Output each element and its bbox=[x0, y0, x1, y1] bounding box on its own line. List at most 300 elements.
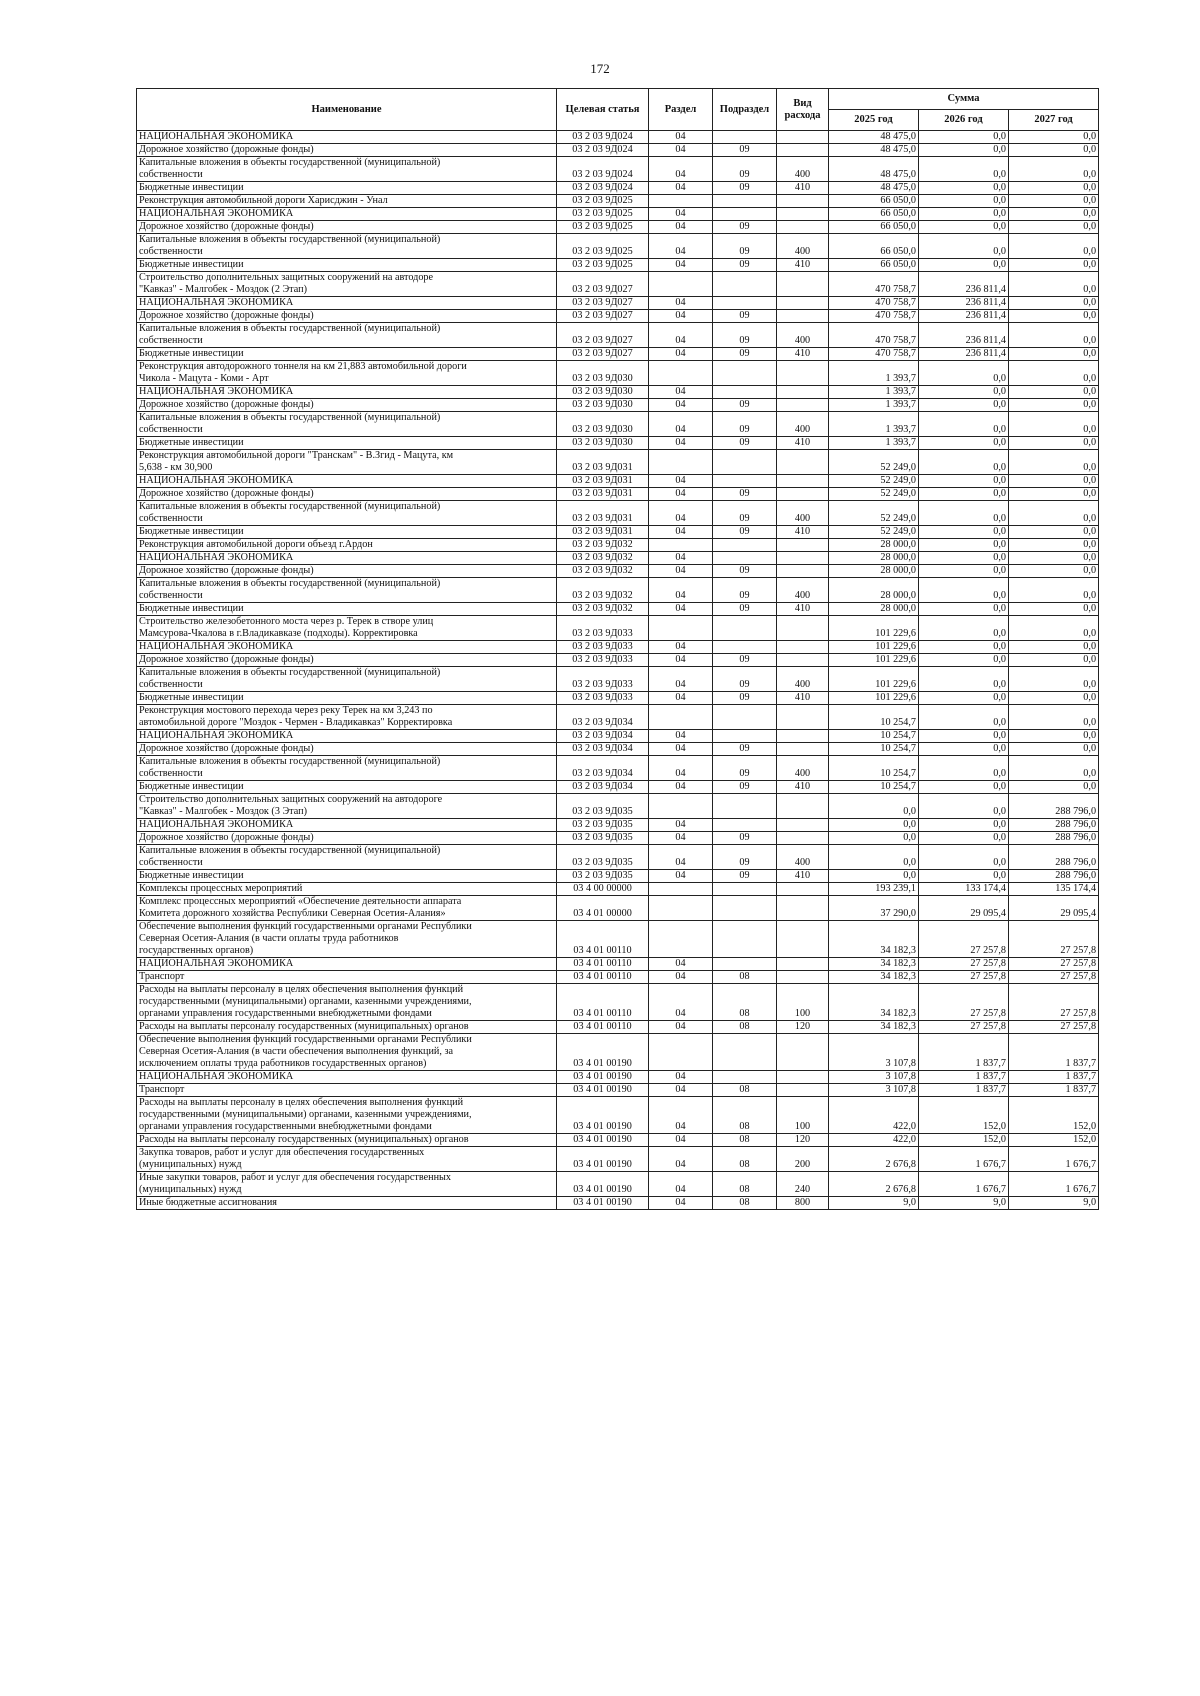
row-name: Расходы на выплаты персоналу в целях обеспечения выполнения функций государственными (муниципальными) органами, казенными учреждениями, органами управления государственными внебюджетными фондами bbox=[137, 1097, 557, 1134]
table-row bbox=[137, 654, 1099, 667]
row-target-code: 03 4 01 00110 bbox=[557, 958, 649, 971]
row-expense-type: 410 bbox=[777, 692, 829, 705]
row-amount-2025: 101 229,6 bbox=[829, 667, 919, 692]
row-target-code: 03 4 01 00190 bbox=[557, 1097, 649, 1134]
row-amount-2026: 0,0 bbox=[919, 654, 1009, 667]
row-section: 04 bbox=[649, 475, 713, 488]
row-name: Комплекс процессных мероприятий «Обеспечение деятельности аппарата Комитета дорожного хозяйства Республики Северная Осетия-Алания» bbox=[137, 896, 557, 921]
table-row bbox=[137, 667, 1099, 692]
row-subsection bbox=[713, 131, 777, 144]
row-expense-type: 400 bbox=[777, 412, 829, 437]
row-section: 04 bbox=[649, 565, 713, 578]
row-subsection bbox=[713, 896, 777, 921]
row-amount-2026: 152,0 bbox=[919, 1134, 1009, 1147]
row-section: 04 bbox=[649, 157, 713, 182]
row-expense-type bbox=[777, 475, 829, 488]
row-amount-2025: 34 182,3 bbox=[829, 984, 919, 1021]
row-amount-2027: 0,0 bbox=[1009, 654, 1099, 667]
row-amount-2026: 0,0 bbox=[919, 641, 1009, 654]
row-amount-2025: 1 393,7 bbox=[829, 437, 919, 450]
table-row bbox=[137, 984, 1099, 1021]
table-row bbox=[137, 195, 1099, 208]
row-amount-2027: 0,0 bbox=[1009, 182, 1099, 195]
row-expense-type bbox=[777, 921, 829, 958]
row-amount-2027: 1 676,7 bbox=[1009, 1147, 1099, 1172]
row-target-code: 03 4 01 00110 bbox=[557, 1021, 649, 1034]
row-amount-2025: 10 254,7 bbox=[829, 730, 919, 743]
row-expense-type: 200 bbox=[777, 1147, 829, 1172]
table-row bbox=[137, 565, 1099, 578]
row-amount-2027: 0,0 bbox=[1009, 730, 1099, 743]
row-amount-2026: 0,0 bbox=[919, 221, 1009, 234]
row-expense-type bbox=[777, 641, 829, 654]
row-section bbox=[649, 450, 713, 475]
table-row bbox=[137, 578, 1099, 603]
table-row bbox=[137, 756, 1099, 781]
row-amount-2025: 3 107,8 bbox=[829, 1084, 919, 1097]
row-name: Реконструкция автомобильной дороги объезд г.Ардон bbox=[137, 539, 557, 552]
row-section: 04 bbox=[649, 208, 713, 221]
row-subsection: 08 bbox=[713, 1147, 777, 1172]
row-amount-2026: 27 257,8 bbox=[919, 958, 1009, 971]
row-name: Капитальные вложения в объекты государственной (муниципальной) собственности bbox=[137, 501, 557, 526]
row-amount-2026: 27 257,8 bbox=[919, 984, 1009, 1021]
row-subsection bbox=[713, 705, 777, 730]
row-subsection: 09 bbox=[713, 565, 777, 578]
table-row bbox=[137, 552, 1099, 565]
row-target-code: 03 2 03 9Д031 bbox=[557, 488, 649, 501]
row-section bbox=[649, 539, 713, 552]
row-target-code: 03 2 03 9Д024 bbox=[557, 144, 649, 157]
row-amount-2027: 0,0 bbox=[1009, 157, 1099, 182]
table-row bbox=[137, 781, 1099, 794]
row-section: 04 bbox=[649, 234, 713, 259]
row-section: 04 bbox=[649, 221, 713, 234]
row-amount-2027: 0,0 bbox=[1009, 144, 1099, 157]
row-target-code: 03 2 03 9Д033 bbox=[557, 667, 649, 692]
row-subsection: 09 bbox=[713, 144, 777, 157]
row-amount-2027: 1 676,7 bbox=[1009, 1172, 1099, 1197]
row-amount-2026: 0,0 bbox=[919, 845, 1009, 870]
row-name: Бюджетные инвестиции bbox=[137, 781, 557, 794]
table-row bbox=[137, 1021, 1099, 1034]
row-amount-2025: 2 676,8 bbox=[829, 1147, 919, 1172]
table-row bbox=[137, 399, 1099, 412]
table-row bbox=[137, 221, 1099, 234]
row-amount-2026: 0,0 bbox=[919, 131, 1009, 144]
row-amount-2027: 0,0 bbox=[1009, 692, 1099, 705]
row-target-code: 03 2 03 9Д032 bbox=[557, 603, 649, 616]
table-row bbox=[137, 501, 1099, 526]
table-row bbox=[137, 131, 1099, 144]
table-row bbox=[137, 743, 1099, 756]
row-section bbox=[649, 794, 713, 819]
row-expense-type: 410 bbox=[777, 603, 829, 616]
row-amount-2027: 27 257,8 bbox=[1009, 921, 1099, 958]
row-subsection bbox=[713, 1034, 777, 1071]
row-amount-2025: 48 475,0 bbox=[829, 182, 919, 195]
row-amount-2026: 0,0 bbox=[919, 412, 1009, 437]
row-amount-2025: 470 758,7 bbox=[829, 310, 919, 323]
row-expense-type bbox=[777, 131, 829, 144]
row-subsection bbox=[713, 883, 777, 896]
row-section: 04 bbox=[649, 1071, 713, 1084]
row-name: Дорожное хозяйство (дорожные фонды) bbox=[137, 399, 557, 412]
row-subsection: 08 bbox=[713, 1084, 777, 1097]
row-target-code: 03 2 03 9Д034 bbox=[557, 705, 649, 730]
row-name: Обеспечение выполнения функций государственными органами Республики Северная Осетия-Алания (в части обеспечения выполнения функций, за исключением оплаты труда работников государственных органов) bbox=[137, 1034, 557, 1071]
table-row bbox=[137, 1197, 1099, 1210]
row-name: Бюджетные инвестиции bbox=[137, 526, 557, 539]
row-expense-type: 400 bbox=[777, 157, 829, 182]
row-amount-2025: 34 182,3 bbox=[829, 958, 919, 971]
row-amount-2025: 1 393,7 bbox=[829, 361, 919, 386]
row-name: Расходы на выплаты персоналу государственных (муниципальных) органов bbox=[137, 1134, 557, 1147]
table-row bbox=[137, 144, 1099, 157]
row-amount-2026: 1 837,7 bbox=[919, 1071, 1009, 1084]
row-amount-2025: 52 249,0 bbox=[829, 475, 919, 488]
row-subsection: 09 bbox=[713, 348, 777, 361]
row-amount-2027: 0,0 bbox=[1009, 641, 1099, 654]
row-target-code: 03 2 03 9Д031 bbox=[557, 501, 649, 526]
row-section: 04 bbox=[649, 578, 713, 603]
row-amount-2027: 0,0 bbox=[1009, 297, 1099, 310]
row-amount-2027: 0,0 bbox=[1009, 756, 1099, 781]
row-subsection: 08 bbox=[713, 971, 777, 984]
row-expense-type bbox=[777, 565, 829, 578]
row-target-code: 03 4 01 00190 bbox=[557, 1147, 649, 1172]
row-subsection: 09 bbox=[713, 756, 777, 781]
row-expense-type: 400 bbox=[777, 501, 829, 526]
row-amount-2026: 0,0 bbox=[919, 501, 1009, 526]
row-amount-2026: 0,0 bbox=[919, 195, 1009, 208]
table-row bbox=[137, 870, 1099, 883]
row-subsection bbox=[713, 730, 777, 743]
row-target-code: 03 2 03 9Д034 bbox=[557, 743, 649, 756]
row-section: 04 bbox=[649, 437, 713, 450]
row-target-code: 03 2 03 9Д033 bbox=[557, 616, 649, 641]
row-amount-2025: 422,0 bbox=[829, 1134, 919, 1147]
row-name: Дорожное хозяйство (дорожные фонды) bbox=[137, 743, 557, 756]
row-amount-2026: 0,0 bbox=[919, 616, 1009, 641]
row-section: 04 bbox=[649, 667, 713, 692]
row-amount-2025: 34 182,3 bbox=[829, 921, 919, 958]
row-name: НАЦИОНАЛЬНАЯ ЭКОНОМИКА bbox=[137, 386, 557, 399]
row-target-code: 03 2 03 9Д035 bbox=[557, 845, 649, 870]
row-amount-2025: 0,0 bbox=[829, 832, 919, 845]
table-row bbox=[137, 386, 1099, 399]
row-expense-type: 400 bbox=[777, 756, 829, 781]
row-target-code: 03 2 03 9Д027 bbox=[557, 272, 649, 297]
row-subsection: 09 bbox=[713, 157, 777, 182]
row-expense-type bbox=[777, 971, 829, 984]
table-row bbox=[137, 1172, 1099, 1197]
row-amount-2026: 133 174,4 bbox=[919, 883, 1009, 896]
row-subsection: 09 bbox=[713, 234, 777, 259]
row-subsection: 09 bbox=[713, 845, 777, 870]
row-subsection bbox=[713, 208, 777, 221]
row-target-code: 03 2 03 9Д025 bbox=[557, 259, 649, 272]
row-target-code: 03 2 03 9Д031 bbox=[557, 475, 649, 488]
row-target-code: 03 2 03 9Д027 bbox=[557, 297, 649, 310]
row-section: 04 bbox=[649, 692, 713, 705]
row-amount-2026: 1 676,7 bbox=[919, 1172, 1009, 1197]
row-target-code: 03 2 03 9Д035 bbox=[557, 794, 649, 819]
row-target-code: 03 2 03 9Д027 bbox=[557, 323, 649, 348]
row-target-code: 03 4 01 00110 bbox=[557, 971, 649, 984]
row-amount-2026: 0,0 bbox=[919, 399, 1009, 412]
row-subsection: 08 bbox=[713, 984, 777, 1021]
row-subsection bbox=[713, 552, 777, 565]
row-subsection bbox=[713, 1071, 777, 1084]
row-name: НАЦИОНАЛЬНАЯ ЭКОНОМИКА bbox=[137, 475, 557, 488]
row-subsection: 09 bbox=[713, 437, 777, 450]
row-target-code: 03 2 03 9Д034 bbox=[557, 730, 649, 743]
row-amount-2026: 0,0 bbox=[919, 730, 1009, 743]
row-subsection bbox=[713, 475, 777, 488]
row-amount-2026: 0,0 bbox=[919, 437, 1009, 450]
row-section: 04 bbox=[649, 526, 713, 539]
row-amount-2025: 0,0 bbox=[829, 845, 919, 870]
row-amount-2027: 0,0 bbox=[1009, 552, 1099, 565]
table-row bbox=[137, 832, 1099, 845]
row-expense-type bbox=[777, 488, 829, 501]
table-row bbox=[137, 310, 1099, 323]
row-subsection: 08 bbox=[713, 1134, 777, 1147]
row-amount-2025: 2 676,8 bbox=[829, 1172, 919, 1197]
row-name: Реконструкция автомобильной дороги Харисджин - Унал bbox=[137, 195, 557, 208]
row-expense-type bbox=[777, 705, 829, 730]
row-section: 04 bbox=[649, 552, 713, 565]
row-amount-2025: 66 050,0 bbox=[829, 234, 919, 259]
row-expense-type bbox=[777, 896, 829, 921]
row-target-code: 03 2 03 9Д035 bbox=[557, 832, 649, 845]
row-amount-2027: 9,0 bbox=[1009, 1197, 1099, 1210]
row-name: Строительство железобетонного моста через р. Терек в створе улиц Мамсурова-Чкалова в г.Владикавказе (подходы). Корректировка bbox=[137, 616, 557, 641]
row-amount-2025: 0,0 bbox=[829, 794, 919, 819]
row-section: 04 bbox=[649, 832, 713, 845]
row-target-code: 03 4 01 00190 bbox=[557, 1084, 649, 1097]
row-expense-type: 120 bbox=[777, 1134, 829, 1147]
table-row bbox=[137, 845, 1099, 870]
row-amount-2025: 52 249,0 bbox=[829, 450, 919, 475]
row-amount-2027: 0,0 bbox=[1009, 565, 1099, 578]
row-subsection: 08 bbox=[713, 1097, 777, 1134]
row-expense-type bbox=[777, 794, 829, 819]
table-row bbox=[137, 1071, 1099, 1084]
header-name: Наименование bbox=[137, 89, 557, 131]
row-section bbox=[649, 361, 713, 386]
row-expense-type: 410 bbox=[777, 259, 829, 272]
row-amount-2027: 152,0 bbox=[1009, 1134, 1099, 1147]
row-target-code: 03 4 01 00190 bbox=[557, 1071, 649, 1084]
row-target-code: 03 2 03 9Д027 bbox=[557, 348, 649, 361]
row-section: 04 bbox=[649, 971, 713, 984]
row-name: Расходы на выплаты персоналу государственных (муниципальных) органов bbox=[137, 1021, 557, 1034]
row-name: Строительство дополнительных защитных сооружений на автодоре "Кавказ" - Малгобек - Моздок (2 Этап) bbox=[137, 272, 557, 297]
row-name: Реконструкция автодорожного тоннеля на км 21,883 автомобильной дороги Чикола - Мацута - Коми - Арт bbox=[137, 361, 557, 386]
table-row bbox=[137, 603, 1099, 616]
row-expense-type bbox=[777, 208, 829, 221]
table-row bbox=[137, 1147, 1099, 1172]
row-target-code: 03 4 01 00110 bbox=[557, 921, 649, 958]
table-row bbox=[137, 361, 1099, 386]
row-target-code: 03 4 01 00190 bbox=[557, 1034, 649, 1071]
row-amount-2026: 0,0 bbox=[919, 705, 1009, 730]
table-row bbox=[137, 705, 1099, 730]
row-name: Закупка товаров, работ и услуг для обеспечения государственных (муниципальных) нужд bbox=[137, 1147, 557, 1172]
row-subsection: 09 bbox=[713, 310, 777, 323]
row-subsection bbox=[713, 616, 777, 641]
row-amount-2025: 28 000,0 bbox=[829, 539, 919, 552]
row-amount-2027: 0,0 bbox=[1009, 539, 1099, 552]
row-amount-2026: 0,0 bbox=[919, 781, 1009, 794]
row-target-code: 03 2 03 9Д034 bbox=[557, 781, 649, 794]
row-subsection: 09 bbox=[713, 743, 777, 756]
row-amount-2026: 0,0 bbox=[919, 870, 1009, 883]
row-subsection bbox=[713, 297, 777, 310]
row-section: 04 bbox=[649, 870, 713, 883]
row-amount-2027: 0,0 bbox=[1009, 386, 1099, 399]
row-section: 04 bbox=[649, 310, 713, 323]
row-target-code: 03 4 01 00110 bbox=[557, 984, 649, 1021]
row-amount-2026: 236 811,4 bbox=[919, 348, 1009, 361]
row-expense-type bbox=[777, 297, 829, 310]
row-name: Дорожное хозяйство (дорожные фонды) bbox=[137, 832, 557, 845]
row-section: 04 bbox=[649, 603, 713, 616]
row-subsection bbox=[713, 921, 777, 958]
row-name: Дорожное хозяйство (дорожные фонды) bbox=[137, 654, 557, 667]
row-section: 04 bbox=[649, 845, 713, 870]
row-expense-type bbox=[777, 958, 829, 971]
row-amount-2025: 470 758,7 bbox=[829, 348, 919, 361]
row-section: 04 bbox=[649, 781, 713, 794]
row-expense-type: 410 bbox=[777, 870, 829, 883]
row-amount-2027: 288 796,0 bbox=[1009, 819, 1099, 832]
row-expense-type: 410 bbox=[777, 781, 829, 794]
row-name: НАЦИОНАЛЬНАЯ ЭКОНОМИКА bbox=[137, 730, 557, 743]
row-amount-2025: 1 393,7 bbox=[829, 412, 919, 437]
row-amount-2027: 0,0 bbox=[1009, 412, 1099, 437]
row-expense-type bbox=[777, 743, 829, 756]
row-amount-2027: 1 837,7 bbox=[1009, 1084, 1099, 1097]
row-amount-2026: 0,0 bbox=[919, 552, 1009, 565]
row-section: 04 bbox=[649, 743, 713, 756]
row-subsection: 09 bbox=[713, 667, 777, 692]
row-amount-2027: 0,0 bbox=[1009, 208, 1099, 221]
row-subsection bbox=[713, 641, 777, 654]
row-target-code: 03 4 01 00190 bbox=[557, 1197, 649, 1210]
header-2025: 2025 год bbox=[829, 110, 919, 131]
row-subsection: 09 bbox=[713, 781, 777, 794]
row-expense-type bbox=[777, 832, 829, 845]
row-expense-type: 100 bbox=[777, 984, 829, 1021]
row-name: Капитальные вложения в объекты государственной (муниципальной) собственности bbox=[137, 412, 557, 437]
row-amount-2027: 0,0 bbox=[1009, 348, 1099, 361]
row-amount-2027: 0,0 bbox=[1009, 323, 1099, 348]
row-amount-2027: 0,0 bbox=[1009, 195, 1099, 208]
row-amount-2027: 288 796,0 bbox=[1009, 870, 1099, 883]
row-amount-2027: 0,0 bbox=[1009, 526, 1099, 539]
row-amount-2025: 52 249,0 bbox=[829, 488, 919, 501]
row-section bbox=[649, 272, 713, 297]
row-section: 04 bbox=[649, 654, 713, 667]
row-name: Реконструкция автомобильной дороги "Транскам" - В.Згид - Мацута, км 5,638 - км 30,900 bbox=[137, 450, 557, 475]
row-section: 04 bbox=[649, 1084, 713, 1097]
table-body bbox=[137, 131, 1099, 1210]
row-expense-type bbox=[777, 399, 829, 412]
row-subsection: 09 bbox=[713, 832, 777, 845]
row-subsection bbox=[713, 539, 777, 552]
row-amount-2027: 0,0 bbox=[1009, 616, 1099, 641]
header-subsection: Подраздел bbox=[713, 89, 777, 131]
row-amount-2025: 37 290,0 bbox=[829, 896, 919, 921]
row-amount-2027: 0,0 bbox=[1009, 234, 1099, 259]
row-amount-2026: 236 811,4 bbox=[919, 297, 1009, 310]
row-section: 04 bbox=[649, 297, 713, 310]
row-subsection: 09 bbox=[713, 221, 777, 234]
row-target-code: 03 2 03 9Д024 bbox=[557, 182, 649, 195]
row-amount-2027: 0,0 bbox=[1009, 501, 1099, 526]
row-expense-type: 800 bbox=[777, 1197, 829, 1210]
row-section: 04 bbox=[649, 488, 713, 501]
row-amount-2026: 0,0 bbox=[919, 565, 1009, 578]
header-vid: Вид расхода bbox=[777, 89, 829, 131]
row-amount-2025: 66 050,0 bbox=[829, 208, 919, 221]
row-section: 04 bbox=[649, 958, 713, 971]
row-target-code: 03 2 03 9Д024 bbox=[557, 157, 649, 182]
row-name: Дорожное хозяйство (дорожные фонды) bbox=[137, 221, 557, 234]
row-target-code: 03 2 03 9Д032 bbox=[557, 578, 649, 603]
row-name: НАЦИОНАЛЬНАЯ ЭКОНОМИКА bbox=[137, 641, 557, 654]
row-amount-2026: 0,0 bbox=[919, 603, 1009, 616]
row-expense-type bbox=[777, 883, 829, 896]
table-row bbox=[137, 883, 1099, 896]
row-amount-2027: 135 174,4 bbox=[1009, 883, 1099, 896]
row-name: Дорожное хозяйство (дорожные фонды) bbox=[137, 565, 557, 578]
row-expense-type: 400 bbox=[777, 578, 829, 603]
row-amount-2025: 28 000,0 bbox=[829, 565, 919, 578]
row-subsection: 09 bbox=[713, 399, 777, 412]
row-target-code: 03 2 03 9Д025 bbox=[557, 221, 649, 234]
row-name: Реконструкция мостового перехода через реку Терек на км 3,243 по автомобильной дороге "Моздок - Чермен - Владикавказ" Корректировка bbox=[137, 705, 557, 730]
row-amount-2025: 66 050,0 bbox=[829, 195, 919, 208]
row-expense-type: 410 bbox=[777, 348, 829, 361]
row-section: 04 bbox=[649, 730, 713, 743]
row-section bbox=[649, 896, 713, 921]
row-expense-type bbox=[777, 272, 829, 297]
row-amount-2026: 0,0 bbox=[919, 386, 1009, 399]
row-expense-type bbox=[777, 539, 829, 552]
row-subsection bbox=[713, 272, 777, 297]
row-target-code: 03 2 03 9Д027 bbox=[557, 310, 649, 323]
header-2026: 2026 год bbox=[919, 110, 1009, 131]
row-target-code: 03 2 03 9Д030 bbox=[557, 386, 649, 399]
table-row bbox=[137, 1097, 1099, 1134]
row-subsection: 09 bbox=[713, 870, 777, 883]
row-expense-type: 410 bbox=[777, 437, 829, 450]
row-amount-2025: 3 107,8 bbox=[829, 1034, 919, 1071]
row-name: Капитальные вложения в объекты государственной (муниципальной) собственности bbox=[137, 667, 557, 692]
row-amount-2027: 0,0 bbox=[1009, 361, 1099, 386]
row-expense-type bbox=[777, 195, 829, 208]
row-name: Расходы на выплаты персоналу в целях обеспечения выполнения функций государственными (муниципальными) органами, казенными учреждениями, органами управления государственными внебюджетными фондами bbox=[137, 984, 557, 1021]
row-amount-2027: 288 796,0 bbox=[1009, 845, 1099, 870]
row-subsection: 08 bbox=[713, 1172, 777, 1197]
row-amount-2025: 48 475,0 bbox=[829, 157, 919, 182]
table-row bbox=[137, 157, 1099, 182]
row-amount-2027: 0,0 bbox=[1009, 272, 1099, 297]
